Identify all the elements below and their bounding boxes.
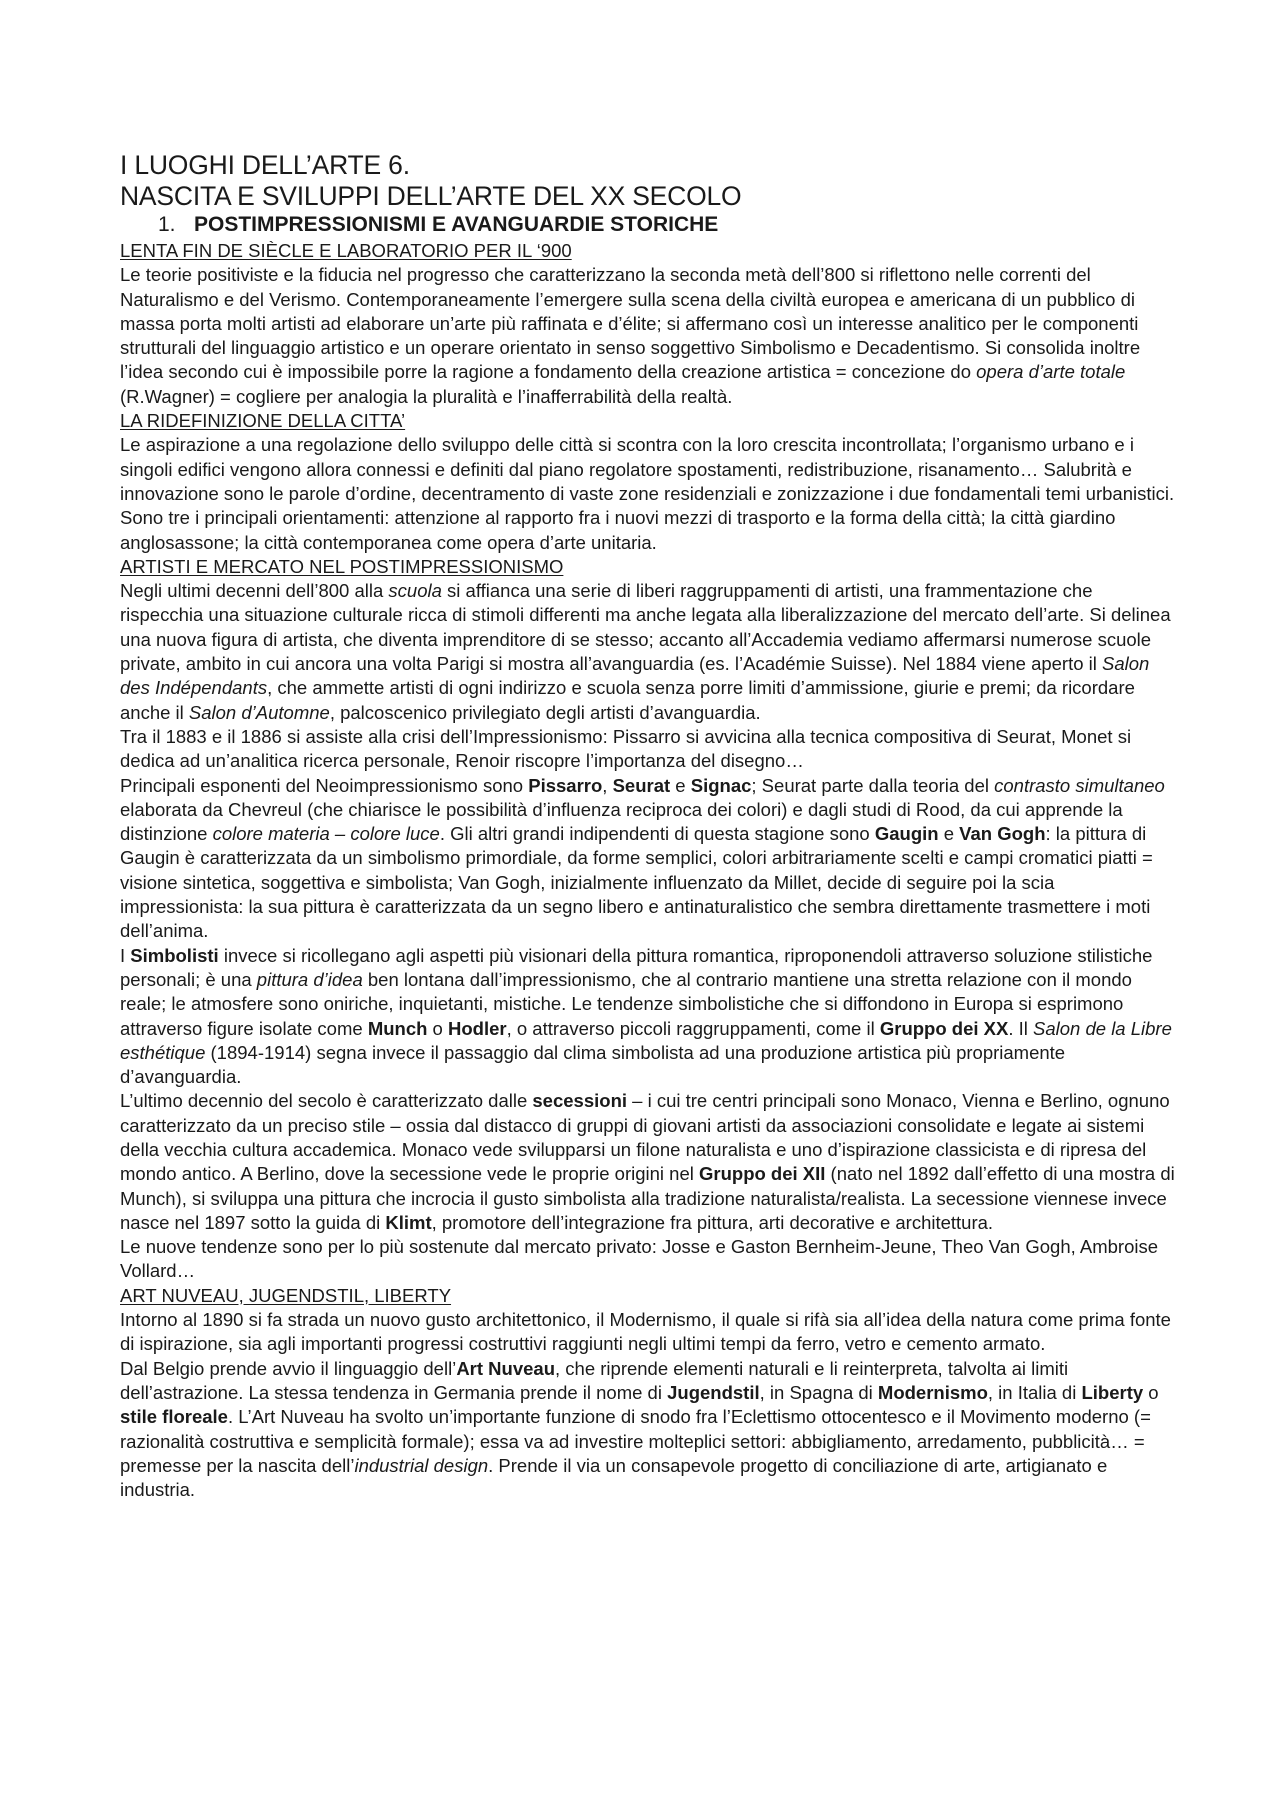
bold-term: Seurat [612, 774, 671, 796]
text-run: Le aspirazione a una regolazione dello sviluppo delle città si scontra con la loro crescita incontrollata; l’organismo urbano e i singoli edifici vengono allora connessi e definiti dal piano regolatore spostamenti, redistribuzione, risanamento… Salubrità e innovazione sono le parole d’ordine, decentramento di vaste zone residenziali e zonizzazione i due fondamentali temi urbanistici. Sono tre i principali orientamenti: attenzione al rapporto fra i nuovi mezzi di trasporto e la forma della città; la città giardino anglosassone; la città contemporanea come opera d’arte unitaria. [120, 434, 1175, 553]
italic-term: colore materia – colore luce [212, 823, 440, 845]
paragraph [120, 774, 1180, 944]
chapter-number: 1. [158, 213, 176, 236]
bold-term: Jugendstil [667, 1381, 760, 1403]
section-heading: LENTA FIN DE SIÈCLE E LABORATORIO PER IL ‘900 [120, 240, 572, 261]
bold-term: Klimt [385, 1211, 432, 1233]
text-run: Le nuove tendenze sono per lo più sostenute dal mercato privato: Josse e Gaston Bernheim-Jeune, Theo Van Gogh, Ambroise Vollard… [120, 1236, 1159, 1282]
paragraph [120, 579, 1180, 725]
bold-term: Signac [690, 774, 752, 796]
text-run: ben lontana dall’impressionismo, che al contrario mantiene una stretta relazione con il mondo reale; le atmosfere sono oniriche, inquietanti, mistiche. Le tendenze simbolistiche che si diffondono in Europa si esprimono attraverso figure isolate come [120, 968, 1132, 1039]
text-run: e [938, 823, 960, 845]
document-page [120, 150, 1180, 1502]
chapter-title: POSTIMPRESSIONISMI E AVANGUARDIE STORICHE [194, 213, 719, 236]
text-run: , o attraverso piccoli raggruppamenti, come il [506, 1017, 880, 1039]
text-run: , che riprende elementi naturali e li reinterpreta, talvolta ai limiti dell’astrazione. La stessa tendenza in Germania prende il nome di [120, 1357, 1069, 1403]
bold-term: Munch [367, 1017, 428, 1039]
italic-term: opera d’arte totale [976, 361, 1126, 383]
text-run: Negli ultimi decenni dell’800 alla [120, 580, 389, 602]
bold-term: Simbolisti [130, 944, 219, 966]
italic-term: contrasto simultaneo [994, 774, 1165, 796]
text-run: Le teorie positiviste e la fiducia nel progresso che caratterizzano la seconda metà dell’800 si riflettono nelle correnti del Naturalismo e del Verismo. Contemporaneamente l’emergere sulla scena della civiltà europea e americana di un pubblico di massa porta molti artisti ad elaborare un’arte più raffinata e d’élite; si affermano così un interesse analitico per le componenti strutturali del linguaggio artistico e un operare orientato in senso soggettivo Simbolismo e Decadentismo. Si consolida inoltre l’idea secondo cui è impossibile porre la ragione a fondamento della creazione artistica = concezione do [120, 264, 1141, 383]
bold-term: Modernismo [877, 1381, 988, 1403]
bold-term: stile floreale [120, 1406, 228, 1428]
bold-term: Van Gogh [959, 823, 1046, 845]
text-run: , che ammette artisti di ogni indirizzo e scuola senza porre limiti d’ammissione, giurie e premi; da ricordare anche il [120, 677, 1135, 723]
italic-term: Salon de la Libre esthétique [120, 1017, 1172, 1063]
paragraph [120, 433, 1180, 554]
bold-term: Art Nuveau [456, 1357, 556, 1379]
text-run: – i cui tre centri principali sono Monaco, Vienna e Berlino, ognuno caratterizzato da un preciso stile – ossia dal distacco di gruppi di giovani artisti da associazioni consolidate e legate ai sistemi della vecchia cultura accademica. Monaco vede svilupparsi un filone naturalista e uno d’ispirazione classicista e di ripresa del mondo antico. A Berlino, dove la secessione vede le proprie origini nel [120, 1090, 1170, 1185]
text-run: o [1143, 1381, 1159, 1403]
bold-term: Hodler [448, 1017, 507, 1039]
bold-term: secessioni [532, 1090, 628, 1112]
text-run: . Prende il via un consapevole progetto di conciliazione di arte, artigianato e industria. [120, 1454, 1108, 1501]
bold-term: Gruppo dei XX [879, 1017, 1009, 1039]
text-run: , promotore dell’integrazione fra pittura, arti decorative e architettura. [431, 1211, 994, 1233]
document-title-line2: NASCITA E SVILUPPI DELL’ARTE DEL XX SECOLO [120, 181, 742, 211]
text-run: elaborata da Chevreul (che chiarisce le possibilità d’influenza reciproca dei colori) e dagli studi di Rood, da cui apprende la distinzione [120, 798, 1123, 845]
document-title-line1: I LUOGHI DELL’ARTE 6. [120, 150, 410, 180]
text-run: I [120, 944, 131, 966]
text-run: invece si ricollegano agli aspetti più visionari della pittura romantica, riproponendoli attraverso soluzione stilistiche personali; è una [120, 944, 1153, 990]
bold-term: Gruppo dei XII [699, 1163, 826, 1185]
paragraph [120, 944, 1180, 1090]
paragraph [120, 1235, 1180, 1284]
paragraph [120, 1308, 1180, 1357]
text-run: e [670, 774, 691, 796]
italic-term: Salon des Indépendants [120, 653, 1150, 699]
italic-term: Salon d’Automne [188, 701, 330, 723]
bold-term: Gaugin [874, 823, 939, 845]
text-run: (nato nel 1892 dall’effetto di una mostra di Munch), si sviluppa una pittura che incrocia il gusto simbolista alla tradizione naturalista/realista. La secessione viennese invece nasce nel 1897 sotto la guida di [120, 1163, 1175, 1233]
paragraph [120, 263, 1180, 409]
text-run: , [602, 774, 613, 796]
paragraph [120, 1089, 1180, 1235]
document-body [120, 239, 1180, 1502]
section-heading: ART NUVEAU, JUGENDSTIL, LIBERTY [120, 1284, 452, 1306]
text-run: , palcoscenico privilegiato degli artisti d’avanguardia. [329, 701, 761, 723]
text-run: . Il [1008, 1017, 1034, 1039]
italic-term: pittura d’idea [256, 968, 363, 990]
section-heading: ARTISTI E MERCATO NEL POSTIMPRESSIONISMO [120, 555, 564, 577]
text-run: , in Italia di [987, 1381, 1082, 1403]
text-run: o [427, 1017, 448, 1039]
italic-term: scuola [388, 580, 442, 602]
paragraph [120, 725, 1180, 774]
section-heading: LA RIDEFINIZIONE DELLA CITTA’ [120, 410, 406, 432]
text-run: Principali esponenti del Neoimpressionismo sono [120, 774, 529, 796]
italic-term: industrial design [354, 1454, 489, 1476]
text-run: si affianca una serie di liberi raggruppamenti di artisti, una frammentazione che rispecchia una situazione culturale ricca di stimoli differenti ma anche legata alla liberalizzazione del mercato dell’arte. Si delinea una nuova figura di artista, che diventa imprenditore di se stesso; accanto all’Accademia vediamo affermarsi numerose scuole private, ambito in cui ancora una volta Parigi si mostra all’avanguardia (es. l’Académie Suisse). Nel 1884 viene aperto il [120, 580, 1171, 675]
bold-term: Pissarro [528, 774, 603, 796]
text-run: ; Seurat parte dalla teoria del [751, 774, 995, 796]
bold-term: Liberty [1081, 1381, 1144, 1403]
text-run: (1894-1914) segna invece il passaggio dal clima simbolista ad una produzione artistica più propriamente d’avanguardia. [120, 1041, 1066, 1088]
text-run: . Gli altri grandi indipendenti di questa stagione sono [439, 823, 875, 845]
chapter-heading [158, 212, 1180, 238]
text-run: Intorno al 1890 si fa strada un nuovo gusto architettonico, il Modernismo, il quale si rifà sia all’idea della natura come prima fonte di ispirazione, sia agli importanti progressi costruttivi raggiunti negli ultimi tempi da ferro, vetro e cemento armato. [120, 1309, 1171, 1355]
paragraph [120, 1357, 1180, 1503]
text-run: : la pittura di Gaugin è caratterizzata da un simbolismo primordiale, da forme semplici, colori arbitrariamente scelti e campi cromatici piatti = visione sintetica, soggettiva e simbolista; Van Gogh, inizialmente influenzato da Millet, decide di seguire poi la scia impressionista: la sua pittura è caratterizzata da un segno libero e antinaturalistico che sembra direttamente trasmettere i moti dell’anima. [120, 823, 1153, 942]
text-run: . L’Art Nuveau ha svolto un’importante funzione di snodo fra l’Eclettismo ottocentesco e il Movimento moderno (= razionalità costruttiva e semplicità formale); essa va ad investire molteplici settori: abbigliamento, arredamento, pubblicità… = premesse per la nascita dell’ [120, 1406, 1151, 1476]
text-run: L’ultimo decennio del secolo è caratterizzato dalle [120, 1090, 533, 1112]
text-run: (R.Wagner) = cogliere per analogia la pluralità e l’inafferrabilità della realtà. [120, 385, 733, 407]
text-run: Tra il 1883 e il 1886 si assiste alla crisi dell’Impressionismo: Pissarro si avvicina alla tecnica compositiva di Seurat, Monet si dedica ad un’analitica ricerca personale, Renoir riscopre l’importanza del disegno… [120, 725, 1132, 772]
text-run: Dal Belgio prende avvio il linguaggio dell’ [120, 1357, 457, 1379]
text-run: , in Spagna di [759, 1381, 878, 1403]
